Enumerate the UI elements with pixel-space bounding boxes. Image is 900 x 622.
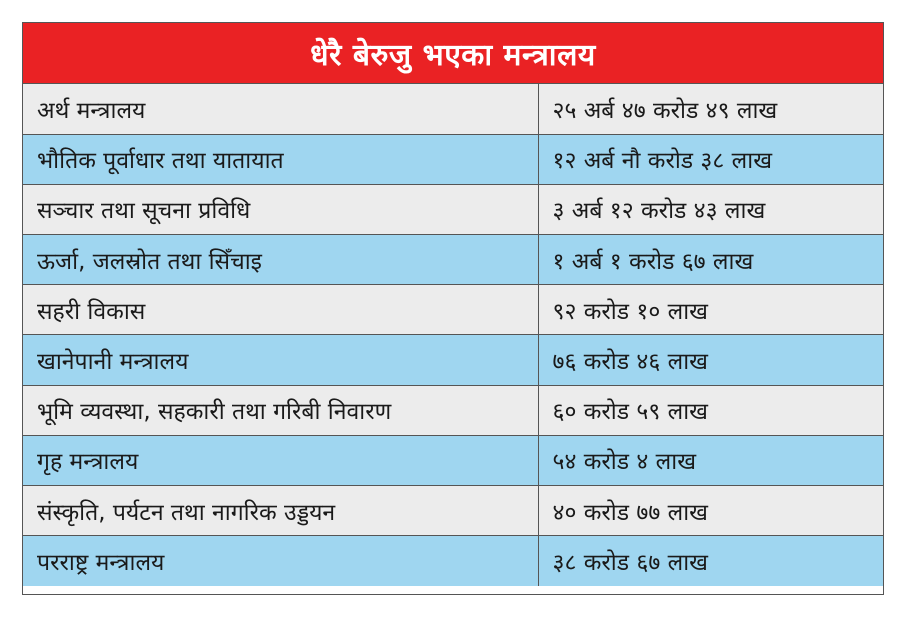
ministry-table-frame: [22, 22, 884, 595]
unsettled-amount: ७६ करोड ४६ लाख: [538, 335, 883, 385]
ministry-name: परराष्ट्र मन्त्रालय: [23, 536, 538, 586]
unsettled-amount: ५४ करोड ४ लाख: [538, 435, 883, 485]
unsettled-amount: ९२ करोड १० लाख: [538, 285, 883, 335]
ministry-name: भौतिक पूर्वाधार तथा यातायात: [23, 134, 538, 184]
ministry-name: संस्कृति, पर्यटन तथा नागरिक उड्डयन: [23, 486, 538, 536]
unsettled-amount: १२ अर्ब नौ करोड ३८ लाख: [538, 134, 883, 184]
ministry-table: [23, 84, 883, 586]
ministry-name: भूमि व्यवस्था, सहकारी तथा गरिबी निवारण: [23, 385, 538, 435]
unsettled-amount: ३८ करोड ६७ लाख: [538, 536, 883, 586]
table-row: [23, 84, 883, 134]
table-row: [23, 184, 883, 234]
ministry-name: सञ्चार तथा सूचना प्रविधि: [23, 184, 538, 234]
table-row: [23, 385, 883, 435]
ministry-name: ऊर्जा, जलस्रोत तथा सिँचाइ: [23, 235, 538, 285]
unsettled-amount: ६० करोड ५९ लाख: [538, 385, 883, 435]
table-row: [23, 486, 883, 536]
ministry-name: खानेपानी मन्त्रालय: [23, 335, 538, 385]
table-row: [23, 285, 883, 335]
unsettled-amount: ४० करोड ७७ लाख: [538, 486, 883, 536]
unsettled-amount: १ अर्ब १ करोड ६७ लाख: [538, 235, 883, 285]
unsettled-amount: २५ अर्ब ४७ करोड ४९ लाख: [538, 84, 883, 134]
unsettled-amount: ३ अर्ब १२ करोड ४३ लाख: [538, 184, 883, 234]
ministry-name: गृह मन्त्रालय: [23, 435, 538, 485]
table-title: धेरै बेरुजु भएका मन्त्रालय: [23, 23, 883, 84]
table-row: [23, 335, 883, 385]
table-row: [23, 134, 883, 184]
ministry-name: अर्थ मन्त्रालय: [23, 84, 538, 134]
table-row: [23, 435, 883, 485]
ministry-name: सहरी विकास: [23, 285, 538, 335]
table-row: [23, 235, 883, 285]
table-row: [23, 536, 883, 586]
